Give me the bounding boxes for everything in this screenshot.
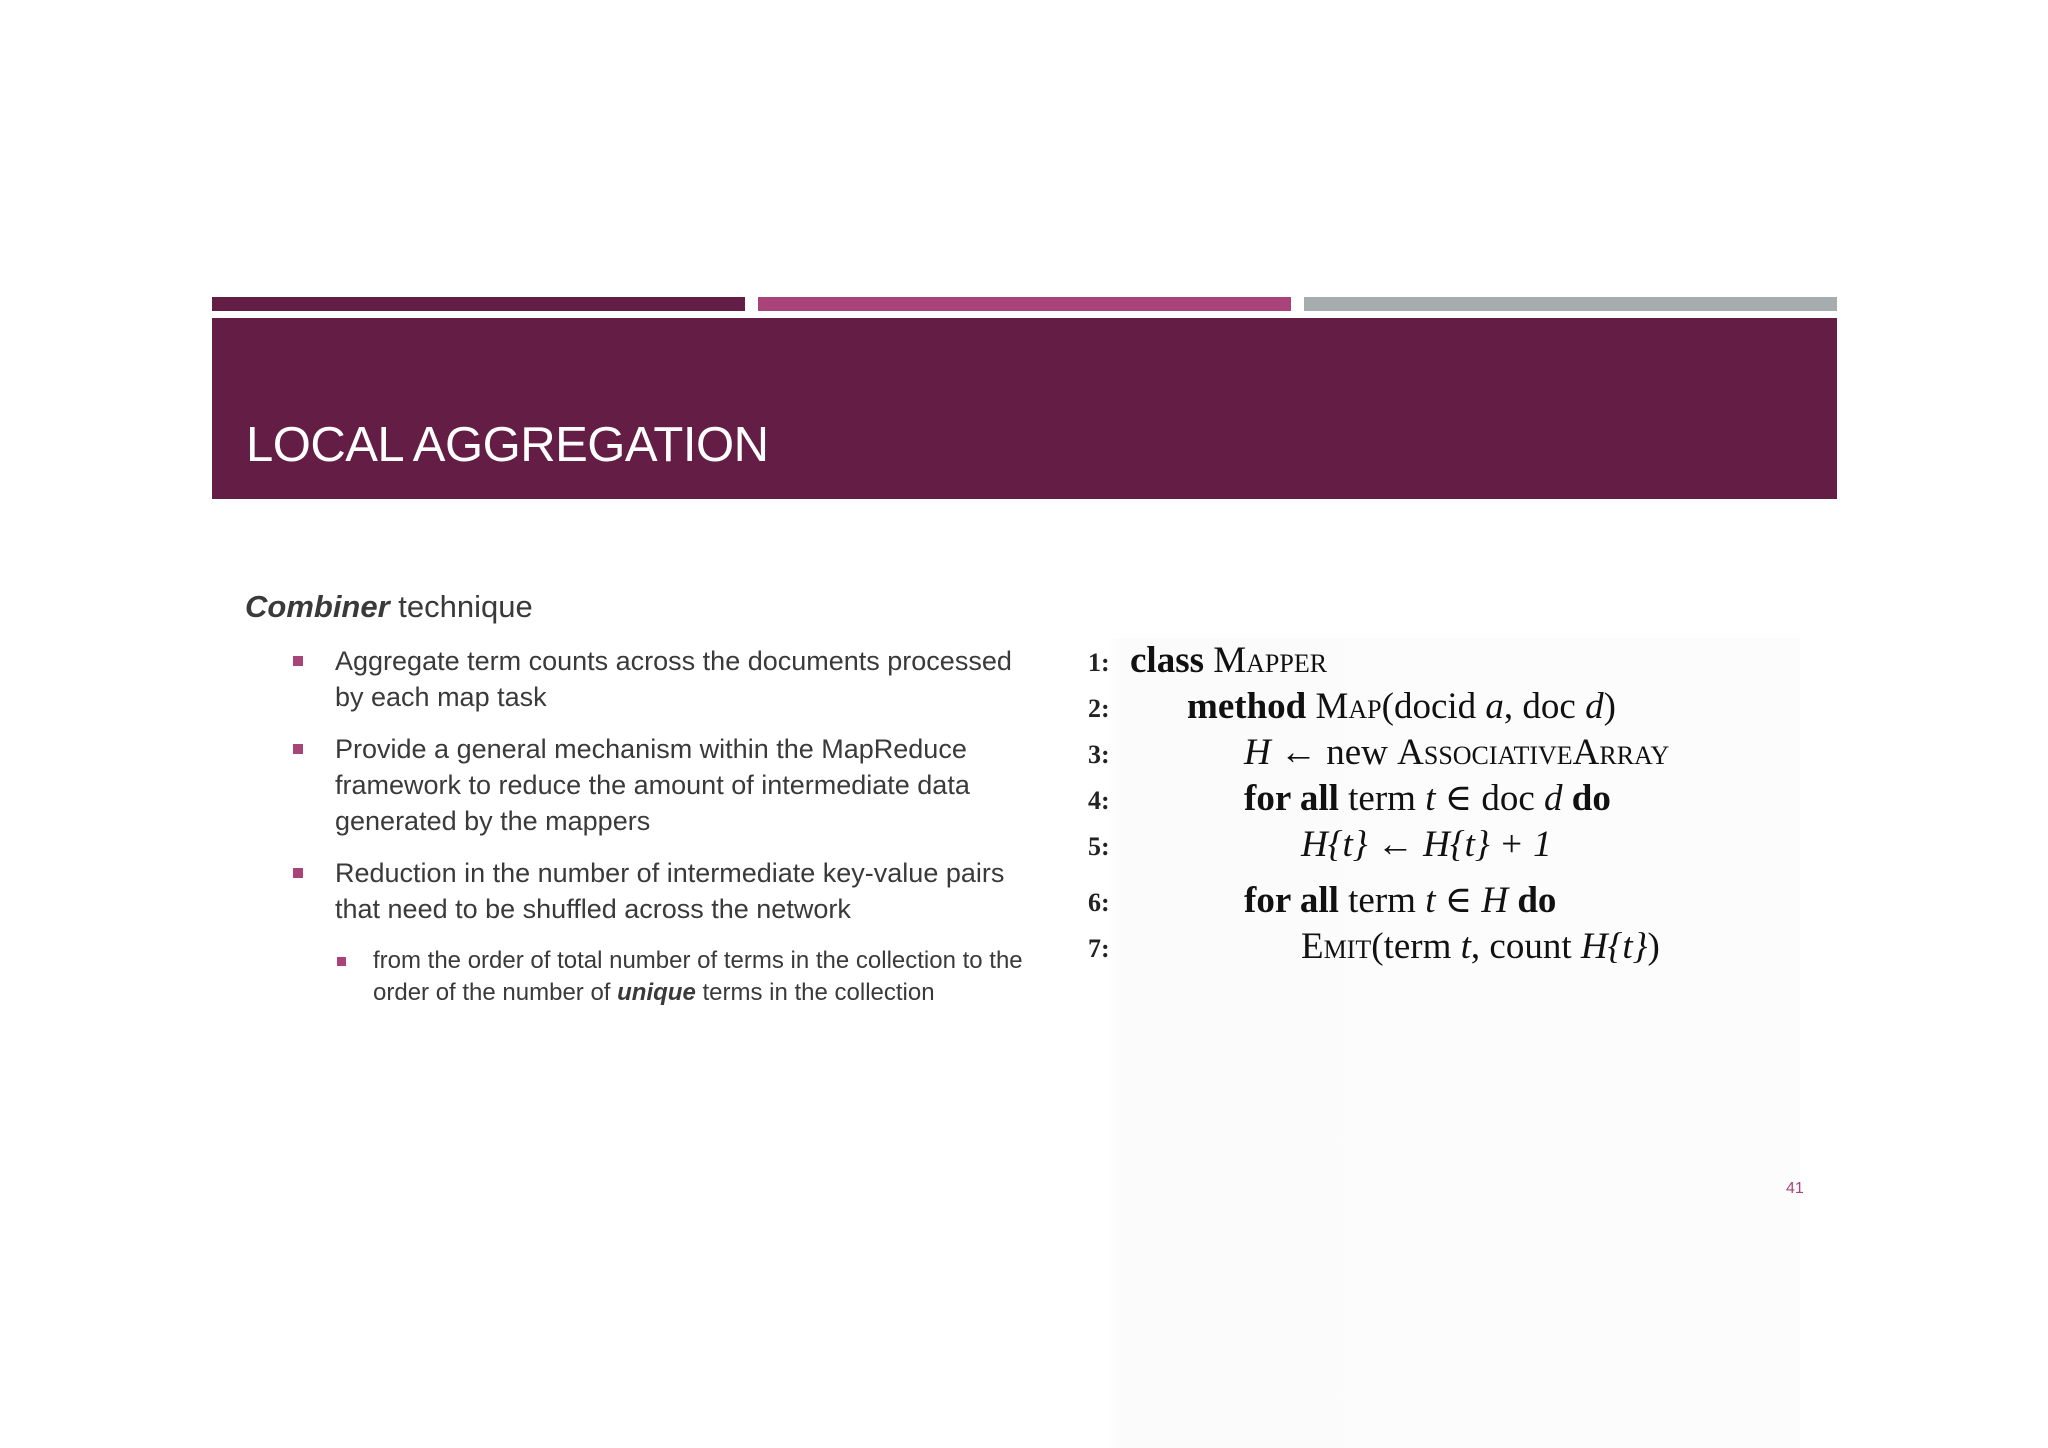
algo-code <box>1187 684 1616 730</box>
accent-bar-dark <box>212 297 745 311</box>
algo-code: H{t} ← H{t} + 1 <box>1301 824 1552 865</box>
section-heading <box>245 585 1025 629</box>
code-text: ← new <box>1270 732 1398 773</box>
sub-bullet-text-after: terms in the collection <box>695 979 935 1006</box>
bullet-text: Aggregate term counts across the documents processed by each map task <box>335 646 1012 712</box>
method-name: Map <box>1315 686 1382 727</box>
variable: H <box>1481 880 1509 921</box>
function-name: Emit <box>1301 926 1372 967</box>
accent-bar-pink <box>758 297 1291 311</box>
line-number: 6: <box>1088 888 1110 917</box>
variable: d <box>1585 686 1604 727</box>
keyword: for all <box>1244 778 1339 819</box>
content-area <box>245 585 1025 1025</box>
algo-code <box>1244 776 1611 822</box>
line-number: 5: <box>1088 832 1110 861</box>
slide-title: LOCAL AGGREGATION <box>246 418 769 472</box>
variable: t <box>1460 926 1471 967</box>
algo-code <box>1301 924 1660 970</box>
class-name: AssociativeArray <box>1397 732 1670 773</box>
sub-bullet-list <box>335 945 1025 1009</box>
heading-emphasis: Combiner <box>245 589 390 624</box>
algo-code <box>1244 730 1669 776</box>
code-text: term <box>1338 778 1426 819</box>
keyword: do <box>1508 880 1557 921</box>
algorithm-figure <box>1080 638 1800 1448</box>
variable: a <box>1485 686 1504 727</box>
heading-rest: technique <box>389 589 533 624</box>
line-number: 2: <box>1088 694 1110 723</box>
square-bullet-icon <box>337 957 346 966</box>
line-number: 1: <box>1088 648 1110 677</box>
sub-bullet-item <box>373 945 1025 1009</box>
sub-bullet-text-before: from the order of total number of terms in the collection to the order of the number of <box>373 947 1023 1006</box>
code-text: , doc <box>1503 686 1586 727</box>
keyword: do <box>1562 778 1611 819</box>
line-number: 7: <box>1088 934 1110 963</box>
bullet-item <box>335 855 1025 1009</box>
keyword: class <box>1130 640 1204 681</box>
bullet-item <box>335 643 1025 715</box>
bullet-text: Reduction in the number of intermediate key-value pairs that need to be shuffled across the network <box>335 858 1005 924</box>
variable: H{t} <box>1580 926 1648 967</box>
code-text: ) <box>1647 926 1660 967</box>
page-number: 41 <box>1786 1180 1804 1197</box>
code-text: , count <box>1470 926 1581 967</box>
code-text: ∈ doc <box>1435 778 1545 819</box>
bullet-list <box>245 643 1025 1009</box>
variable: d <box>1544 778 1563 819</box>
code-text: ) <box>1603 686 1616 727</box>
line-number: 3: <box>1088 740 1110 769</box>
code-text: (docid <box>1381 686 1486 727</box>
sub-bullet-emphasis: unique <box>617 979 696 1006</box>
title-band <box>212 318 1837 499</box>
variable: t <box>1425 880 1436 921</box>
bullet-item <box>335 731 1025 839</box>
code-text: (term <box>1371 926 1461 967</box>
variable: t <box>1425 778 1436 819</box>
algo-code <box>1130 638 1327 684</box>
square-bullet-icon <box>293 744 303 754</box>
bullet-text: Provide a general mechanism within the MapReduce framework to reduce the amount of intermediate data generated by the mappers <box>335 734 970 836</box>
code-text: term <box>1338 880 1426 921</box>
accent-bar-gray <box>1304 297 1837 311</box>
algo-code <box>1244 878 1556 924</box>
variable: H <box>1244 732 1271 773</box>
code-text: ∈ <box>1435 880 1482 921</box>
square-bullet-icon <box>293 868 303 878</box>
keyword: method <box>1187 686 1307 727</box>
class-name: Mapper <box>1213 640 1328 681</box>
square-bullet-icon <box>293 656 303 666</box>
keyword: for all <box>1244 880 1339 921</box>
line-number: 4: <box>1088 786 1110 815</box>
